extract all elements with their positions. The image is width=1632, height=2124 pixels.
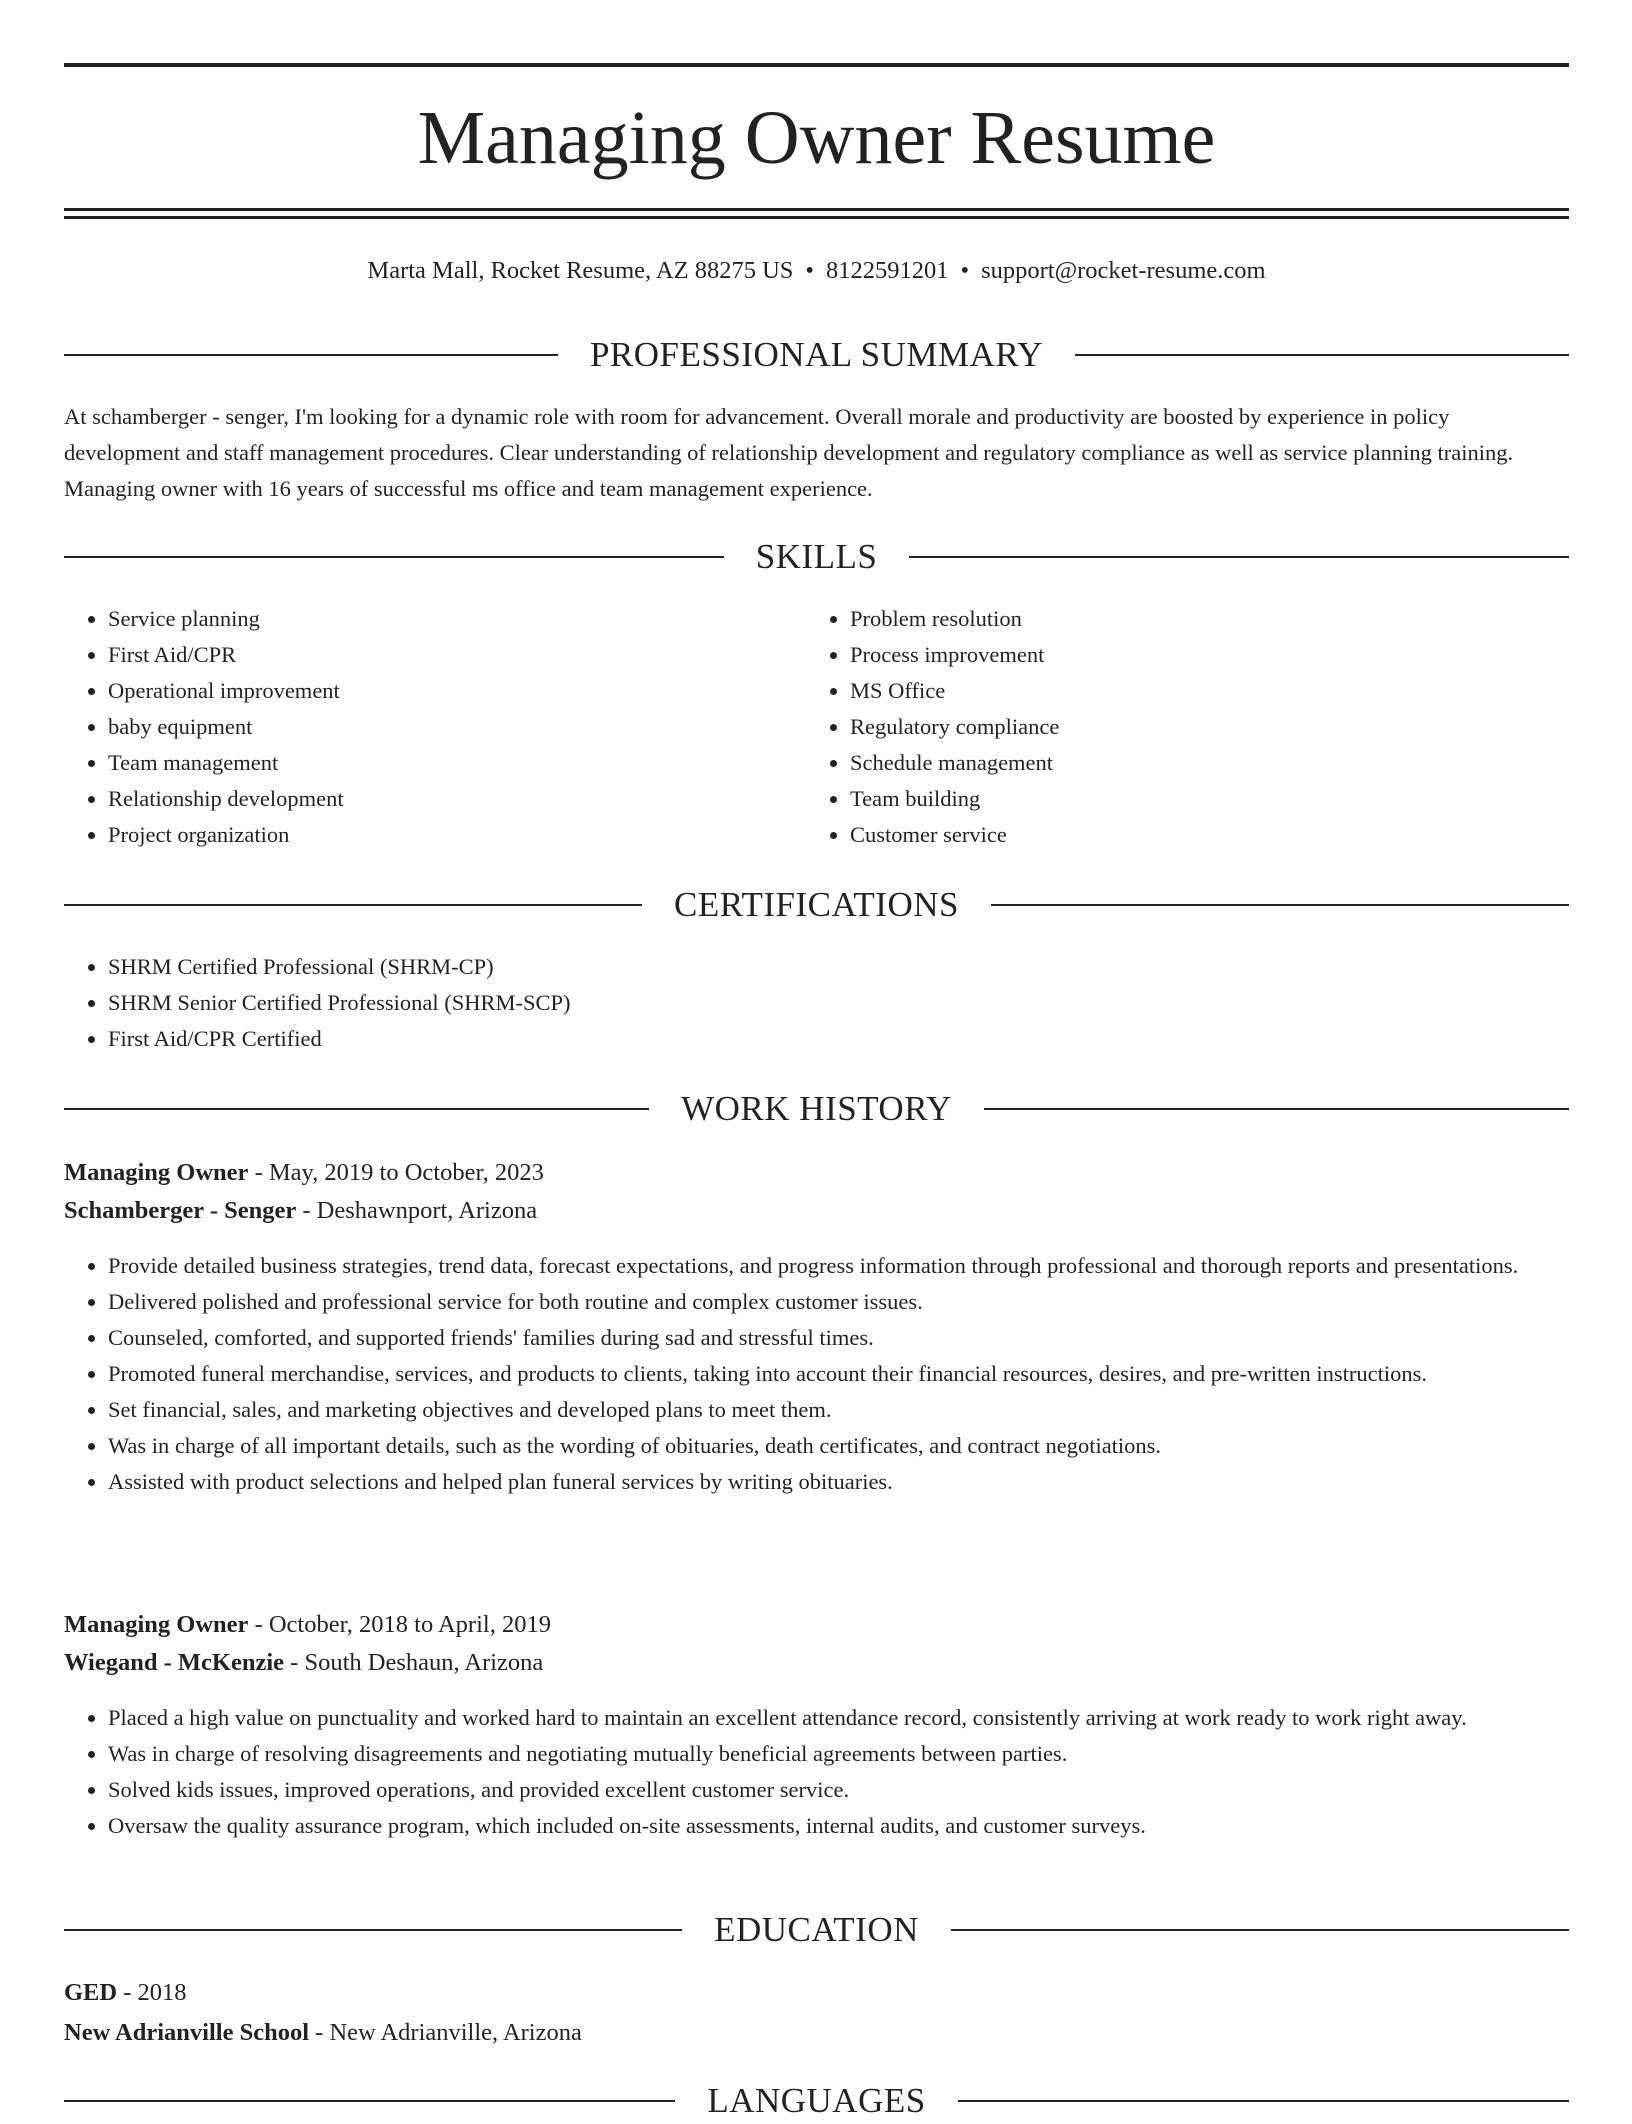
skill-item: • Problem resolution	[850, 601, 1550, 637]
contact-phone: 8122591201	[825, 257, 949, 284]
heading-rule	[991, 904, 1569, 906]
heading-rule	[64, 2100, 675, 2102]
education-school: New Adrianville School	[64, 2019, 310, 2046]
job-company-line: Wiegand - McKenzie - South Deshaun, Arizona	[64, 1649, 544, 1676]
heading-rule	[64, 1929, 682, 1931]
certifications-list	[64, 949, 1568, 1057]
job-bullet: • Provide detailed business strategies, trend data, forecast expectations, and progress information through professional and thorough reports and presentations.	[108, 1248, 1596, 1284]
resume-title: Managing Owner Resume	[417, 96, 1216, 180]
job-bullet: • Delivered polished and professional service for both routine and complex customer issues.	[108, 1284, 1596, 1320]
job-dates: October, 2018 to April, 2019	[268, 1611, 551, 1638]
skill-item: • MS Office	[850, 673, 1550, 709]
skills-list-right	[806, 601, 1550, 853]
skill-item: • Operational improvement	[108, 673, 798, 709]
section-title: EDUCATION	[714, 1910, 919, 1949]
heading-rule	[64, 556, 724, 558]
section-heading-summary	[64, 332, 1569, 378]
section-title: CERTIFICATIONS	[674, 885, 959, 924]
title-rule-lower	[64, 216, 1569, 219]
skill-item: • Relationship development	[108, 781, 798, 817]
education-location: New Adrianville, Arizona	[329, 2019, 582, 2046]
heading-rule	[1075, 354, 1569, 356]
job-title: Managing Owner	[64, 1159, 249, 1186]
contact-address: Marta Mall, Rocket Resume, AZ 88275 US	[367, 257, 794, 284]
contact-line	[64, 255, 1569, 287]
skill-item: • Project organization	[108, 817, 798, 853]
section-heading-skills	[64, 534, 1569, 580]
skill-item: • Schedule management	[850, 745, 1550, 781]
education-year: 2018	[137, 1979, 187, 2006]
skill-item: • First Aid/CPR	[108, 637, 798, 673]
heading-rule	[958, 2100, 1569, 2102]
heading-rule	[984, 1108, 1569, 1110]
job-location: South Deshaun, Arizona	[304, 1649, 544, 1676]
skill-item: • Regulatory compliance	[850, 709, 1550, 745]
skill-item: • Customer service	[850, 817, 1550, 853]
job-bullet: • Oversaw the quality assurance program, which included on-site assessments, internal audits, and customer surveys.	[108, 1808, 1596, 1844]
title-rule-upper	[64, 208, 1569, 211]
skill-item: • Team building	[850, 781, 1550, 817]
job-bullet: • Set financial, sales, and marketing objectives and developed plans to meet them.	[108, 1392, 1596, 1428]
certification-item: • First Aid/CPR Certified	[108, 1021, 1568, 1057]
job-bullet: • Was in charge of resolving disagreements and negotiating mutually beneficial agreements between parties.	[108, 1736, 1596, 1772]
skills-list-left	[64, 601, 798, 853]
job-title: Managing Owner	[64, 1611, 249, 1638]
certification-item: • SHRM Senior Certified Professional (SHRM-SCP)	[108, 985, 1568, 1021]
job-bullet: • Placed a high value on punctuality and worked hard to maintain an excellent attendance record, consistently arriving at work ready to work right away.	[108, 1700, 1596, 1736]
heading-rule	[951, 1929, 1569, 1931]
section-title: WORK HISTORY	[681, 1089, 952, 1128]
job-location: Deshawnport, Arizona	[316, 1197, 538, 1224]
section-heading-languages	[64, 2078, 1569, 2124]
job-title-line: Managing Owner - May, 2019 to October, 2023	[64, 1159, 544, 1186]
section-title: LANGUAGES	[707, 2081, 926, 2120]
skill-item: • Service planning	[108, 601, 798, 637]
job-bullet: • Promoted funeral merchandise, services, and products to clients, taking into account their financial resources, desires, and pre-written instructions.	[108, 1356, 1596, 1392]
certification-item: • SHRM Certified Professional (SHRM-CP)	[108, 949, 1568, 985]
contact-email: support@rocket-resume.com	[981, 257, 1266, 284]
education-degree: GED	[64, 1979, 118, 2006]
job-title-line: Managing Owner - October, 2018 to April, 2019	[64, 1611, 551, 1638]
skill-item: • Process improvement	[850, 637, 1550, 673]
job-bullet: • Solved kids issues, improved operations, and provided excellent customer service.	[108, 1772, 1596, 1808]
heading-rule	[64, 904, 642, 906]
section-heading-work	[64, 1086, 1569, 1132]
section-title: SKILLS	[755, 537, 878, 576]
heading-rule	[64, 1108, 649, 1110]
job-company-line: Schamberger - Senger - Deshawnport, Arizona	[64, 1197, 538, 1224]
job-bullet: • Assisted with product selections and helped plan funeral services by writing obituaries.	[108, 1464, 1596, 1500]
job-dates: May, 2019 to October, 2023	[268, 1159, 544, 1186]
summary-text: At schamberger - senger, I'm looking for a dynamic role with room for advancement. Overall morale and productivity are boosted by experience in policy development and staff management procedures. Clear understanding of relationship development and regulatory compliance as well as service planning training. Managing owner with 16 years of successful ms office and team management experience.	[64, 404, 1514, 501]
section-heading-education	[64, 1907, 1569, 1953]
job-company: Wiegand - McKenzie	[64, 1649, 285, 1676]
job-bullet: • Was in charge of all important details, such as the wording of obituaries, death certificates, and contract negotiations.	[108, 1428, 1596, 1464]
section-title: PROFESSIONAL SUMMARY	[589, 335, 1044, 374]
education-degree-line: GED - 2018	[64, 1979, 187, 2006]
job-bullets	[64, 1700, 1596, 1844]
skill-item: • baby equipment	[108, 709, 798, 745]
job-company: Schamberger - Senger	[64, 1197, 297, 1224]
top-rule	[64, 63, 1569, 67]
contact-separator: •	[960, 257, 970, 284]
heading-rule	[64, 354, 558, 356]
contact-separator: •	[805, 257, 814, 284]
education-school-line: New Adrianville School - New Adrianville, Arizona	[64, 2019, 582, 2046]
section-heading-certifications	[64, 882, 1569, 928]
job-bullet: • Counseled, comforted, and supported friends' families during sad and stressful times.	[108, 1320, 1596, 1356]
job-bullets	[64, 1248, 1596, 1500]
skill-item: • Team management	[108, 745, 798, 781]
heading-rule	[909, 556, 1569, 558]
